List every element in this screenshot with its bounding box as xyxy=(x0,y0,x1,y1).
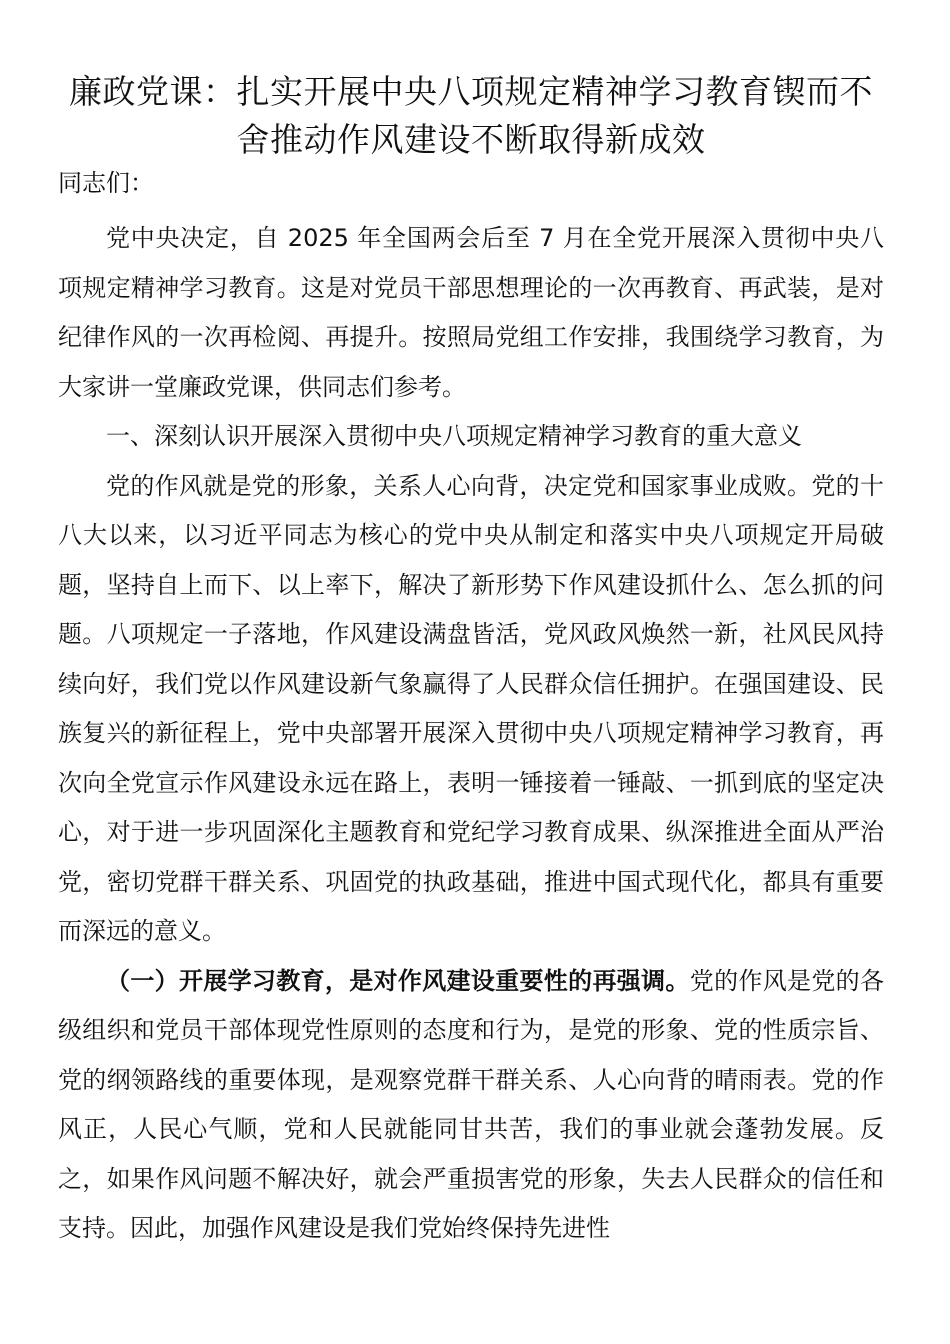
subsection-body: 党的作风是党的各级组织和党员干部体现党性原则的态度和行为，是党的形象、党的性质宗旨、党的纲领路线的重要体现，是观察党群干群关系、人心向背的晴雨表。党的作风正，人民心气顺，党和人民就能同甘共苦，我们的事业就会蓬勃发展。反之，如果作风问题不解决好，就会严重损害党的形象，失去人民群众的信任和支持。因此，加强作风建设是我们党始终保持先进性 xyxy=(58,966,885,1242)
subsection-paragraph xyxy=(58,957,884,1254)
subsection-lead: （一）开展学习教育，是对作风建设重要性的再强调。 xyxy=(106,966,690,995)
section-paragraph: 党的作风就是党的形象，关系人心向背，决定党和国家事业成败。党的十八大以来，以习近平同志为核心的党中央从制定和落实中央八项规定开局破题，坚持自上而下、以上率下，解决了新形势下作风建设抓什么、怎么抓的问题。八项规定一子落地，作风建设满盘皆活，党风政风焕然一新，社风民风持续向好，我们党以作风建设新气象赢得了人民群众信任拥护。在强国建设、民族复兴的新征程上，党中央部署开展深入贯彻中央八项规定精神学习教育，再次向全党宣示作风建设永远在路上，表明一锤接着一锤敲、一抓到底的坚定决心，对于进一步巩固深化主题教育和党纪学习教育成果、纵深推进全面从严治党，密切党群干群关系、巩固党的执政基础，推进中国式现代化，都具有重要而深远的意义。 xyxy=(58,471,884,945)
document-page xyxy=(58,68,884,1254)
salutation: 同志们： xyxy=(58,169,154,197)
intro-paragraph: 党中央决定，自 2025 年全国两会后至 7 月在全党开展深入贯彻中央八项规定精神学习教育。这是对党员干部思想理论的一次再教育、再武装，是对纪律作风的一次再检阅、再提升。按照局党组工作安排，我围绕学习教育，为大家讲一堂廉政党课，供同志们参考。 xyxy=(58,224,884,401)
section-heading: 一、深刻认识开展深入贯彻中央八项规定精神学习教育的重大意义 xyxy=(106,422,802,450)
document-title: 廉政党课：扎实开展中央八项规定精神学习教育锲而不舍推动作风建设不断取得新成效 xyxy=(69,72,873,159)
